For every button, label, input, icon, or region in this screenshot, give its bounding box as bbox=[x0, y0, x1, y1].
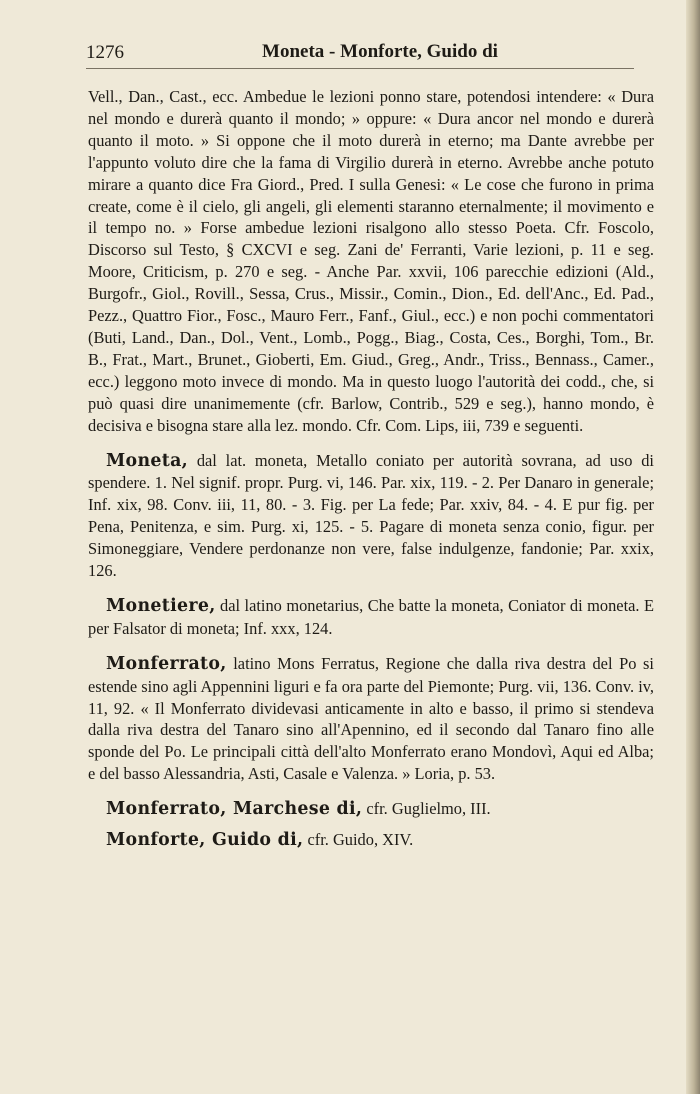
entry-continuation bbox=[88, 86, 654, 437]
entry-text: dal lat. moneta, Metallo coniato per autorità sovrana, ad uso di spendere. 1. Nel signif. propr. Purg. vi, 146. Par. xix, 119. - 2. Per Danaro in generale; Inf. xix, 98. Conv. iii, 11, 80. - 3. Fig. per La fede; Par. xxiv, 84. - 4. E pur fig. per Pena, Penitenza, e sim. Purg. xi, 125. - 5. Pagare di moneta senza conio, figur. per Simoneggiare, Vendere perdonanze non vere, false indulgenze, fandonie; Par. xxix, 126. bbox=[88, 450, 654, 581]
entry-lemma: Monferrato, Marchese di, bbox=[106, 799, 363, 820]
entry-monetiere bbox=[88, 595, 654, 640]
entry-text: latino Mons Ferratus, Regione che dalla riva destra del Po si estende sino agli Appennini liguri e fa ora parte del Piemonte; Purg. vii, 136. Conv. iv, 11, 92. « Il Monferrato dividevasi anticamente in alto e basso, il primo si stendeva dalla riva destra del Tanaro sino all'Apennino, ed il secondo dal Tanaro fino alle sponde del Po. Le principali città dell'alto Monferrato erano Mondovì, Aqui ed Alba; e del basso Alessandria, Asti, Casale e Valenza. » Loria, p. 53. bbox=[88, 653, 654, 784]
entry-monferrato bbox=[88, 653, 654, 785]
page-header bbox=[86, 38, 634, 69]
entry-text: cfr. Guglielmo, III. bbox=[362, 799, 491, 819]
running-title: Moneta - Monforte, Guido di bbox=[262, 41, 498, 62]
entry-text: dal latino monetarius, Che batte la moneta, Coniator di moneta. E per Falsator di moneta; Inf. xxx, 124. bbox=[88, 595, 654, 638]
entry-moneta bbox=[88, 450, 654, 582]
entry-text: cfr. Guido, XIV. bbox=[303, 830, 414, 850]
entry-monforte-guido bbox=[88, 829, 654, 852]
entry-lemma: Monferrato, bbox=[106, 653, 227, 674]
dictionary-text bbox=[88, 86, 654, 852]
page-number: 1276 bbox=[86, 42, 124, 63]
entry-monferrato-marchese bbox=[88, 798, 654, 821]
entry-lemma: Monforte, Guido di, bbox=[106, 830, 304, 851]
entry-lemma: Moneta, bbox=[106, 450, 189, 471]
page-edge-shadow bbox=[686, 0, 700, 1094]
entry-lemma: Monetiere, bbox=[106, 595, 216, 616]
entry-text: Vell., Dan., Cast., ecc. Ambedue le lezioni ponno stare, potendosi intendere: « Dura nel mondo e durerà quanto il mondo; » oppure: « Dura ancor nel mondo e durerà quanto il moto. » Si oppone che il moto durerà in eterno; ma Dante avrebbe per l'appunto voluto dire che la fama di Virgilio durerà in eterno. Avrebbe anche potuto mirare a quanto dice Fra Giord., Pred. I sulla Genesi: « Le cose che furono in prima create, come è il cielo, gli angeli, gli elementi staranno eternalmente; il movimento e il tempo no. » Forse ambedue lezioni risalgono allo stesso Poeta. Cfr. Foscolo, Discorso sul Testo, § CXCVI e seg. Zani de' Ferranti, Varie lezioni, p. 11 e seg. Moore, Criticism, p. 270 e seg. - Anche Par. xxvii, 106 parecchie edizioni (Ald., Burgofr., Giol., Rovill., Sessa, Crus., Missir., Comin., Dion., Ed. dell'Anc., Ed. Pad., Pezz., Quattro Fior., Fosc., Mauro Ferr., Fanf., Giul., ecc.) e non pochi commentatori (Buti, Land., Dan., Dol., Vent., Lomb., Pogg., Biag., Costa, Ces., Borghi, Tom., Br. B., Frat., Mart., Brunet., Gioberti, Em. Giud., Greg., Andr., Triss., Bennass., Camer., ecc.) leggono moto invece di mondo. Ma in questo luogo l'autorità dei codd., che, si può quasi dire unanimemente (cfr. Barlow, Contrib., 529 e seg.), hanno mondo, è decisiva e bisogna stare alla lez. mondo. Cfr. Com. Lips, iii, 739 e seguenti. bbox=[88, 87, 654, 435]
